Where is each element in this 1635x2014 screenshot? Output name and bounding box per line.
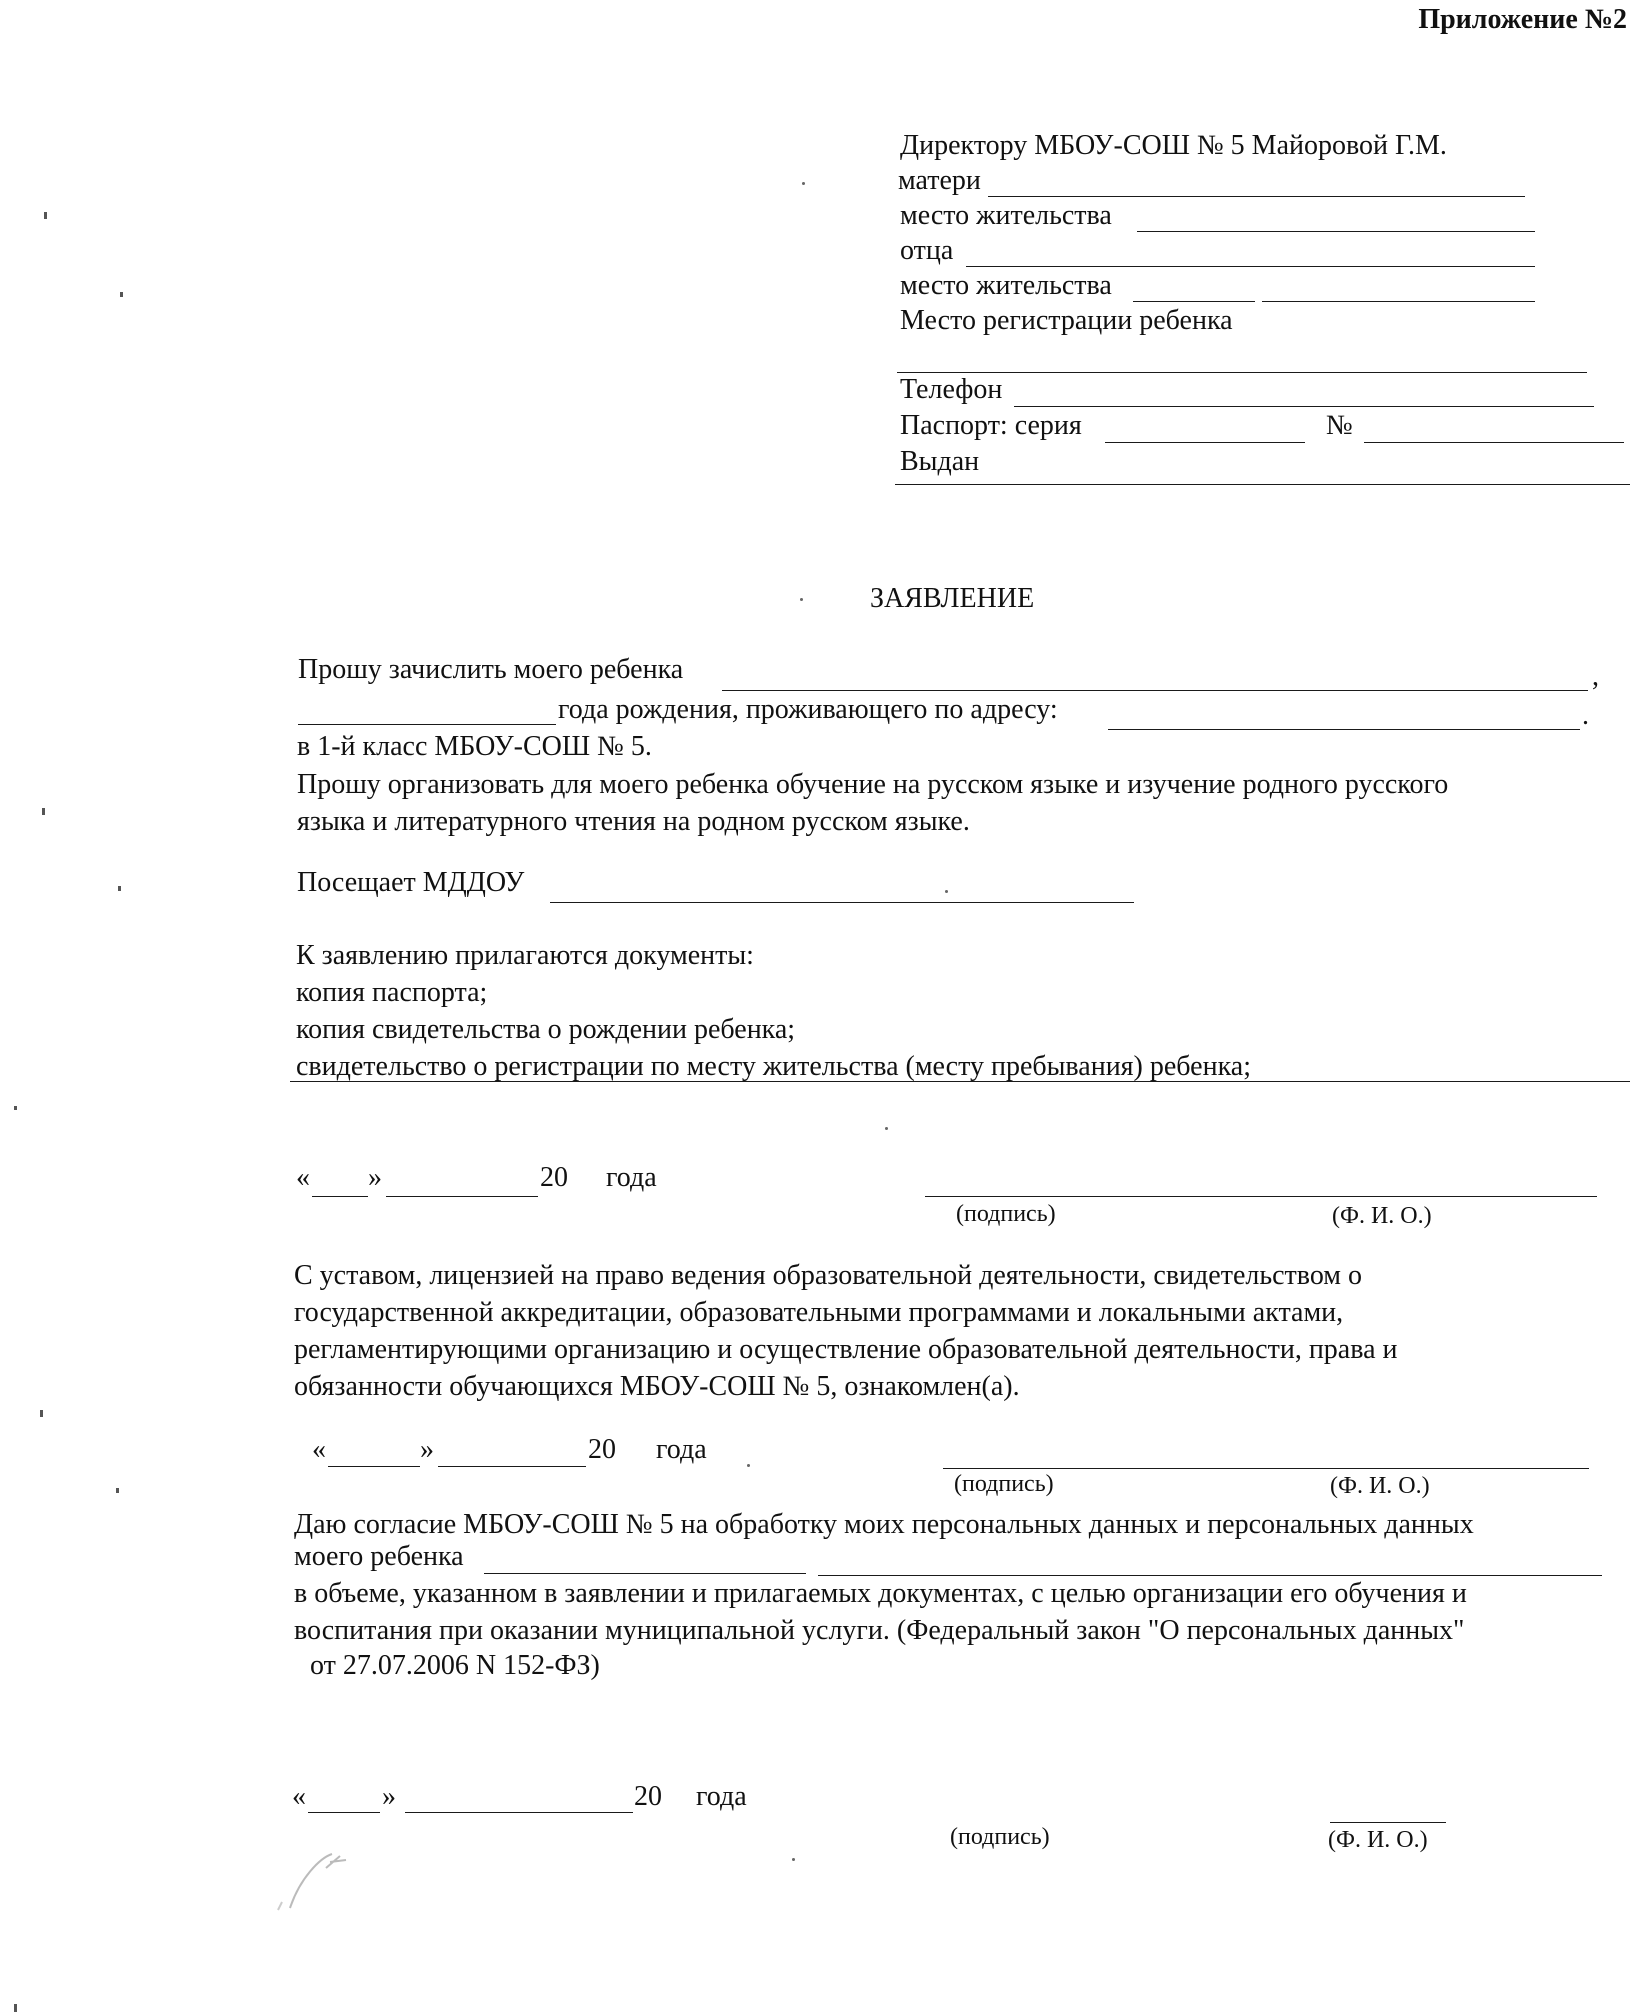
issued-label: Выдан: [900, 446, 980, 477]
document-item: свидетельство о регистрации по месту жительства (месту пребывания) ребенка;: [296, 1051, 1251, 1082]
date-year-word-1: года: [606, 1162, 657, 1193]
scan-mark: [116, 1488, 119, 1493]
passport-number-field-line[interactable]: [1364, 442, 1624, 443]
date-year-word-3: года: [696, 1781, 747, 1812]
date-month-field-2[interactable]: [438, 1466, 586, 1467]
request-line-2: года рождения, проживающего по адресу:: [558, 694, 1058, 725]
scan-dot: [747, 1464, 750, 1467]
date-year-word-2: года: [656, 1434, 707, 1465]
child-registration-label: Место регистрации ребенка: [900, 305, 1233, 336]
signature-field-line-2[interactable]: [943, 1468, 1589, 1469]
date-month-field-1[interactable]: [386, 1196, 538, 1197]
consent-line-3: в объеме, указанном в заявлении и прилагаемых документах, с целью организации его обучения и: [294, 1578, 1467, 1609]
scan-dot: [885, 1127, 888, 1130]
addressee: Директору МБОУ-СОШ № 5 Майоровой Г.М.: [900, 130, 1447, 161]
date-day-field-2[interactable]: [328, 1466, 420, 1467]
name-field-line-3[interactable]: [1330, 1822, 1446, 1823]
acknowledgement-line: С уставом, лицензией на право ведения образовательной деятельности, свидетельством о: [294, 1260, 1363, 1291]
residence-label-1: место жительства: [900, 200, 1112, 231]
documents-underline: [290, 1081, 1630, 1082]
document-item: копия паспорта;: [296, 977, 488, 1008]
signature-field-line-1[interactable]: [925, 1196, 1597, 1197]
request-line-1: Прошу зачислить моего ребенка: [298, 654, 684, 685]
scan-mark: [40, 1410, 43, 1417]
child-registration-field-line[interactable]: [897, 372, 1587, 373]
request-line-3: в 1-й класс МБОУ-СОШ № 5.: [297, 731, 652, 762]
consent-line-5: от 27.07.2006 N 152-ФЗ): [310, 1650, 600, 1681]
consent-line-1: Даю согласие МБОУ-СОШ № 5 на обработку моих персональных данных и персональных данных: [294, 1509, 1474, 1540]
phone-label: Телефон: [900, 374, 1003, 405]
consent-line-4: воспитания при оказании муниципальной услуги. (Федеральный закон "О персональных данных": [294, 1615, 1465, 1646]
acknowledgement-line: регламентирующими организацию и осуществление образовательной деятельности, права и: [294, 1334, 1398, 1365]
date-open-quote-1: «: [296, 1162, 310, 1193]
scan-dot: [792, 1858, 795, 1861]
birth-year-field-line[interactable]: [298, 724, 556, 725]
mother-label: матери: [898, 165, 981, 196]
date-close-quote-1: »: [368, 1162, 382, 1193]
request-line-5: языка и литературного чтения на родном русском языке.: [297, 806, 970, 837]
residence-field-line-1[interactable]: [1137, 231, 1535, 232]
residence-field-line-2a[interactable]: [1133, 301, 1255, 302]
documents-list: [296, 937, 1251, 1085]
scan-dot: [945, 890, 948, 893]
date-close-quote-2: »: [420, 1434, 434, 1465]
scan-mark: [14, 1106, 17, 1110]
consent-child-field-b[interactable]: [818, 1575, 1602, 1576]
pencil-scribble: [270, 1838, 380, 1918]
passport-number-sign: №: [1326, 410, 1353, 441]
mother-field-line[interactable]: [988, 196, 1525, 197]
address-field-line[interactable]: [1108, 729, 1580, 730]
date-open-quote-2: «: [312, 1434, 326, 1465]
date-month-field-3[interactable]: [405, 1812, 633, 1813]
scan-mark: [14, 2004, 17, 2012]
signature-caption-3: (подпись): [950, 1824, 1050, 1850]
consent-child-field-a[interactable]: [484, 1573, 806, 1574]
date-day-field-1[interactable]: [312, 1196, 368, 1197]
documents-heading: К заявлению прилагаются документы:: [296, 940, 754, 971]
scan-mark: [120, 292, 123, 297]
acknowledgement-line: государственной аккредитации, образовательными программами и локальными актами,: [294, 1297, 1344, 1328]
request-line-4: Прошу организовать для моего ребенка обучение на русском языке и изучение родного русского: [297, 769, 1449, 800]
scan-mark: [42, 808, 45, 815]
scan-dot: [800, 598, 803, 601]
document-item: копия свидетельства о рождении ребенка;: [296, 1014, 796, 1045]
date-close-quote-3: »: [382, 1781, 396, 1812]
scan-mark: [118, 886, 121, 891]
scan-mark: [44, 212, 47, 219]
date-year-prefix-3: 20: [634, 1781, 662, 1812]
name-caption-2: (Ф. И. О.): [1330, 1473, 1430, 1499]
residence-field-line-2b[interactable]: [1262, 301, 1535, 302]
name-caption-3: (Ф. И. О.): [1328, 1827, 1428, 1853]
passport-series-field-line[interactable]: [1105, 442, 1305, 443]
acknowledgement-line: обязанности обучающихся МБОУ-СОШ № 5, ознакомлен(а).: [294, 1371, 1020, 1402]
residence-label-2: место жительства: [900, 270, 1112, 301]
document-title: ЗАЯВЛЕНИЕ: [870, 583, 1035, 614]
signature-caption-1: (подпись): [956, 1201, 1056, 1227]
kindergarten-label: Посещает МДДОУ: [297, 867, 525, 898]
child-name-field-line[interactable]: [722, 690, 1588, 691]
kindergarten-field-line[interactable]: [550, 902, 1134, 903]
passport-series-label: Паспорт: серия: [900, 410, 1082, 441]
consent-line-2: моего ребенка: [294, 1541, 464, 1572]
date-year-prefix-2: 20: [588, 1434, 616, 1465]
name-caption-1: (Ф. И. О.): [1332, 1203, 1432, 1229]
father-label: отца: [900, 235, 954, 266]
date-year-prefix-1: 20: [540, 1162, 568, 1193]
issued-field-line[interactable]: [895, 484, 1630, 485]
request-line-1-end: ,: [1592, 661, 1599, 692]
acknowledgement-paragraph: [294, 1257, 1398, 1405]
scan-dot: [802, 182, 805, 185]
father-field-line[interactable]: [966, 266, 1535, 267]
phone-field-line[interactable]: [1014, 406, 1594, 407]
date-day-field-3[interactable]: [308, 1812, 380, 1813]
signature-caption-2: (подпись): [954, 1471, 1054, 1497]
request-line-2-end: .: [1582, 700, 1589, 731]
appendix-label: Приложение №2: [1418, 4, 1627, 35]
date-open-quote-3: «: [292, 1781, 306, 1812]
